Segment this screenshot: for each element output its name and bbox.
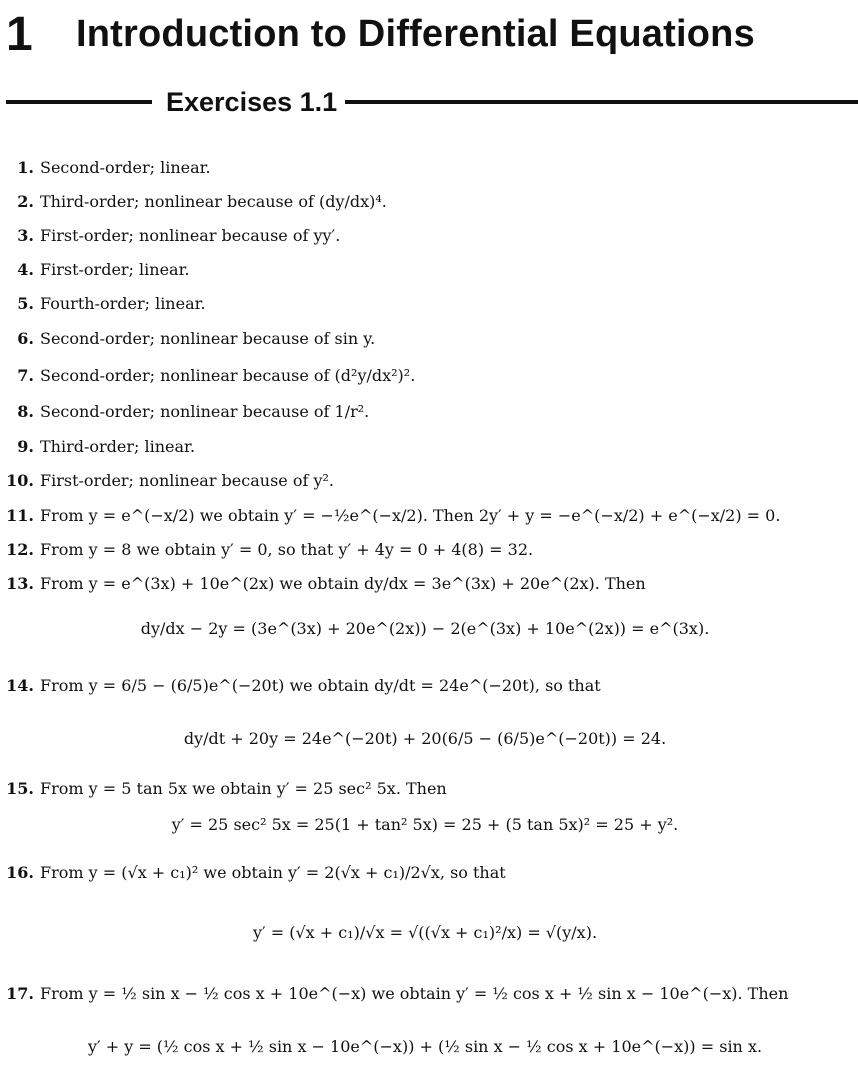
section-rule-left <box>6 100 152 104</box>
exercise-number: 8. <box>17 401 34 421</box>
exercise-item <box>0 774 850 802</box>
exercise-text: From y = e^(−x/2) we obtain y′ = −½e^(−x/2). Then 2y′ + y = −e^(−x/2) + e^(−x/2) = 0. <box>40 505 781 525</box>
chapter-number: 1 <box>6 7 32 61</box>
exercise-item <box>0 361 850 389</box>
exercise-number: 16. <box>6 862 34 882</box>
exercise-text: From y = ½ sin x − ½ cos x + 10e^(−x) we obtain y′ = ½ cos x + ½ sin x − 10e^(−x). Then <box>40 983 789 1003</box>
exercise-text: Second-order; nonlinear because of 1/r². <box>40 401 370 421</box>
exercise-text: Second-order; linear. <box>40 157 211 177</box>
exercise-item <box>0 221 850 249</box>
exercise-text: First-order; nonlinear because of y². <box>40 470 335 490</box>
exercise-item <box>0 187 850 215</box>
exercise-number: 17. <box>6 983 34 1003</box>
exercise-item <box>0 324 850 352</box>
exercise-number: 7. <box>17 365 34 385</box>
exercise-text: From y = 5 tan 5x we obtain y′ = 25 sec² 5x. Then <box>40 778 447 798</box>
exercise-text: First-order; linear. <box>40 259 190 279</box>
exercise-item <box>0 289 850 317</box>
display-equation: y′ = (√x + c₁)/√x = √((√x + c₁)²/x) = √(y/x). <box>252 922 598 942</box>
exercise-number: 6. <box>17 328 34 348</box>
section-heading <box>6 84 858 120</box>
exercise-number: 14. <box>6 675 34 695</box>
exercise-text: From y = (√x + c₁)² we obtain y′ = 2(√x + c₁)/2√x, so that <box>40 862 506 882</box>
exercise-number: 9. <box>17 436 34 456</box>
chapter-heading <box>6 6 755 62</box>
exercise-item <box>0 255 850 283</box>
section-title: Exercises 1.1 <box>166 86 338 117</box>
exercise-text: From y = 8 we obtain y′ = 0, so that y′ + 4y = 0 + 4(8) = 32. <box>40 539 534 559</box>
exercise-text: Third-order; linear. <box>40 436 196 456</box>
display-equation: y′ = 25 sec² 5x = 25(1 + tan² 5x) = 25 + (5 tan 5x)² = 25 + y². <box>171 814 679 834</box>
exercise-number: 1. <box>17 157 34 177</box>
exercise-number: 15. <box>6 778 34 798</box>
section-rule-right <box>345 100 858 104</box>
exercise-text: First-order; nonlinear because of yy′. <box>40 225 341 245</box>
exercise-item <box>0 153 850 181</box>
exercise-item <box>0 466 850 494</box>
exercise-number: 11. <box>6 505 34 525</box>
exercise-item <box>0 569 850 597</box>
exercise-number: 5. <box>17 293 34 313</box>
exercise-text: From y = 6/5 − (6/5)e^(−20t) we obtain dy/dt = 24e^(−20t), so that <box>40 675 601 695</box>
exercise-number: 2. <box>17 191 34 211</box>
exercise-number: 3. <box>17 225 34 245</box>
exercise-item <box>0 858 850 886</box>
exercise-item <box>0 501 850 529</box>
exercise-item <box>0 397 850 425</box>
exercise-number: 13. <box>6 573 34 593</box>
exercise-number: 4. <box>17 259 34 279</box>
display-equation: dy/dt + 20y = 24e^(−20t) + 20(6/5 − (6/5)e^(−20t)) = 24. <box>183 728 667 748</box>
display-equation: y′ + y = (½ cos x + ½ sin x − 10e^(−x)) + (½ sin x − ½ cos x + 10e^(−x)) = sin x. <box>87 1036 763 1056</box>
exercise-text: Third-order; nonlinear because of (dy/dx)⁴. <box>40 191 387 211</box>
exercise-text: From y = e^(3x) + 10e^(2x) we obtain dy/dx = 3e^(3x) + 20e^(2x). Then <box>40 573 646 593</box>
exercise-item <box>0 432 850 460</box>
chapter-title: Introduction to Differential Equations <box>76 12 755 55</box>
exercise-item <box>0 535 850 563</box>
exercise-item <box>0 671 850 699</box>
exercise-number: 10. <box>6 470 34 490</box>
display-equation: dy/dx − 2y = (3e^(3x) + 20e^(2x)) − 2(e^(3x) + 10e^(2x)) = e^(3x). <box>140 618 710 638</box>
exercise-number: 12. <box>6 539 34 559</box>
exercise-text: Second-order; nonlinear because of sin y. <box>40 328 376 348</box>
exercise-item <box>0 979 850 1007</box>
exercise-text: Fourth-order; linear. <box>40 293 206 313</box>
exercise-text: Second-order; nonlinear because of (d²y/dx²)². <box>40 365 416 385</box>
